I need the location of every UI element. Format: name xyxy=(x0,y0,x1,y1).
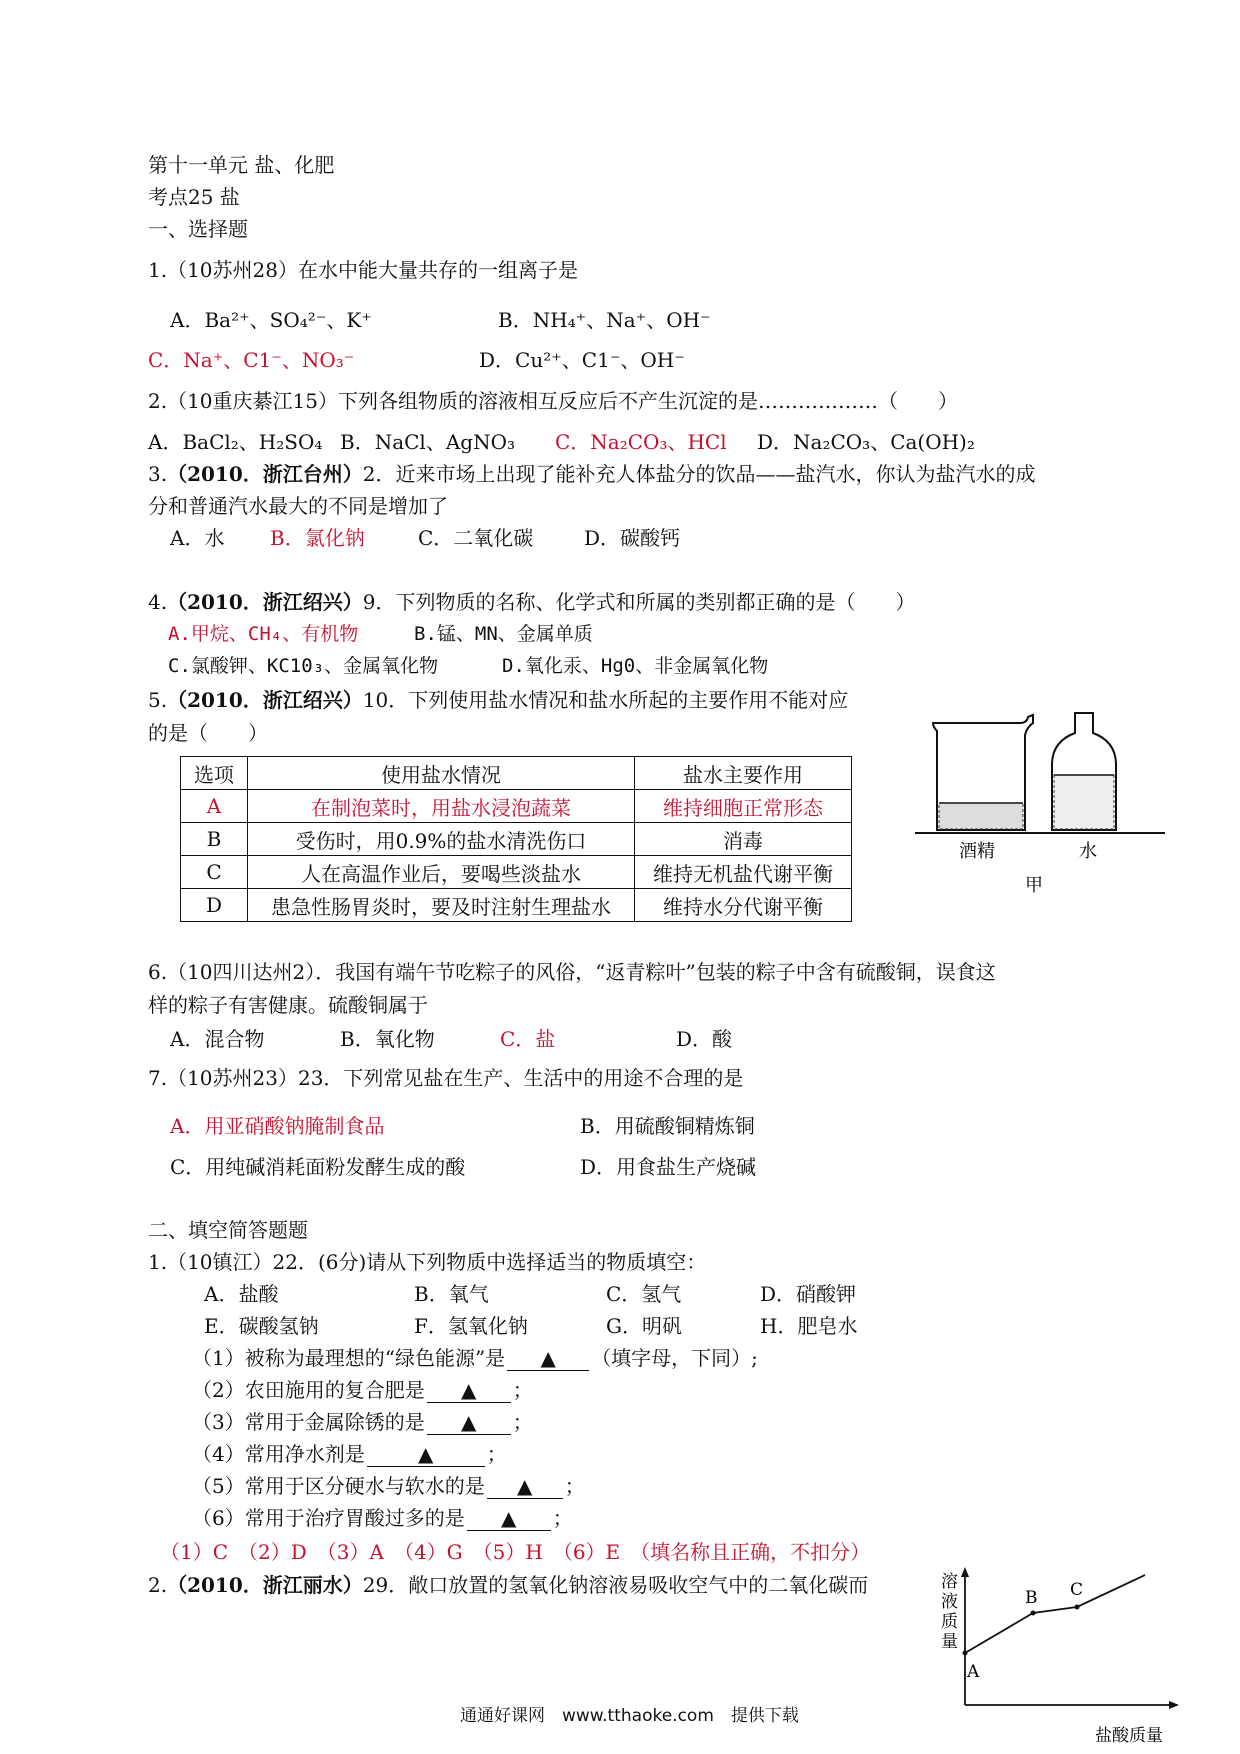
q6-option-a: A．混合物 xyxy=(170,1027,265,1051)
table-row xyxy=(181,790,852,823)
f1-option-b: B．氧气 xyxy=(414,1282,489,1306)
f1-option-a: A．盐酸 xyxy=(204,1282,279,1306)
table-cell: C xyxy=(181,856,248,889)
q4-number: 4. xyxy=(148,590,168,614)
topic-title: 考点25 盐 xyxy=(148,185,240,209)
q7-option-a: A．用亚硝酸钠腌制食品 xyxy=(170,1114,385,1138)
f2-stem xyxy=(148,1573,868,1597)
figure-label-alcohol: 酒精 xyxy=(959,841,995,862)
f2-stem-text: 29．敞口放置的氢氧化钠溶液易吸收空气中的二氧化碳而 xyxy=(362,1573,869,1597)
solution-mass-graph xyxy=(935,1565,1180,1750)
q6-option-c: C．盐 xyxy=(500,1027,556,1051)
table-cell: D xyxy=(181,889,248,922)
table-cell: 在制泡菜时，用盐水浸泡蔬菜 xyxy=(248,790,635,823)
table-header-cell: 选项 xyxy=(181,757,248,790)
q1-stem: 1.（10苏州28）在水中能大量共存的一组离子是 xyxy=(148,258,578,282)
q4-stem-text: 9．下列物质的名称、化学式和所属的类别都正确的是（ ） xyxy=(362,590,916,614)
f1-item-1 xyxy=(192,1346,758,1371)
f1-stem: 1.（10镇江）22．(6分)请从下列物质中选择适当的物质填空： xyxy=(148,1250,707,1274)
q5-stem-text: 10．下列使用盐水情况和盐水所起的主要作用不能对应 xyxy=(362,688,849,712)
f1-item-suffix: ； xyxy=(564,1474,585,1498)
figure-label-water: 水 xyxy=(1079,841,1097,862)
table-row xyxy=(181,856,852,889)
f1-item-suffix: （填字母，下同）; xyxy=(591,1346,758,1370)
table-cell: 维持水分代谢平衡 xyxy=(635,889,852,922)
q2-stem: 2.（10重庆綦江15）下列各组物质的溶液相互反应后不产生沉淀的是………………（ ） xyxy=(148,389,958,413)
q6-option-b: B．氧化物 xyxy=(340,1027,435,1051)
q6-stem-line1: 6.（10四川达州2）．我国有端午节吃粽子的风俗，“返青粽叶”包装的粽子中含有硫酸铜，误食这 xyxy=(148,960,996,984)
graph-y-label-2: 液 xyxy=(941,1592,958,1612)
f1-item-5 xyxy=(192,1474,585,1499)
f1-item-suffix: ； xyxy=(486,1442,507,1466)
q4-source: （2010．浙江绍兴） xyxy=(167,590,363,614)
q3-stem-line2: 分和普通汽水最大的不同是增加了 xyxy=(148,494,448,518)
table-cell: 消毒 xyxy=(635,823,852,856)
answer-blank[interactable]: ▲ xyxy=(427,1410,511,1435)
q7-stem: 7.（10苏州23）23．下列常见盐在生产、生活中的用途不合理的是 xyxy=(148,1066,744,1090)
unit-title: 第十一单元 盐、化肥 xyxy=(148,153,335,177)
q3-option-d: D．碳酸钙 xyxy=(584,526,681,550)
table-cell: 人在高温作业后，要喝些淡盐水 xyxy=(248,856,635,889)
q3-stem-line1 xyxy=(148,462,1036,486)
beaker-bottle-figure xyxy=(915,705,1185,905)
f1-option-h: H．肥皂水 xyxy=(760,1314,858,1338)
f1-option-e: E．碳酸氢钠 xyxy=(204,1314,319,1338)
f1-option-g: G．明矾 xyxy=(606,1314,682,1338)
f1-item-text: （6）常用于治疗胃酸过多的是 xyxy=(192,1506,465,1530)
f1-option-f: F．氢氧化钠 xyxy=(414,1314,528,1338)
f1-item-text: （5）常用于区分硬水与软水的是 xyxy=(192,1474,485,1498)
q6-option-d: D．酸 xyxy=(676,1027,733,1051)
q5-stem-line2: 的是（ ） xyxy=(148,721,268,745)
answer-blank[interactable]: ▲ xyxy=(507,1346,589,1371)
q1-option-a: A．Ba²⁺、SO₄²⁻、K⁺ xyxy=(170,308,372,332)
q5-stem-line1 xyxy=(148,688,848,712)
q3-source: （2010．浙江台州） xyxy=(167,462,363,486)
answer-blank[interactable]: ▲ xyxy=(467,1506,551,1531)
table-cell: 维持无机盐代谢平衡 xyxy=(635,856,852,889)
figure-label-jia: 甲 xyxy=(1025,875,1043,896)
f1-item-text: （4）常用净水剂是 xyxy=(192,1442,365,1466)
graph-point-a: A xyxy=(967,1662,980,1682)
f2-number: 2. xyxy=(148,1573,168,1597)
f1-item-4 xyxy=(192,1442,507,1467)
f1-item-2 xyxy=(192,1378,533,1403)
q2-option-c: C．Na₂CO₃、HCl xyxy=(555,430,727,454)
table-row xyxy=(181,823,852,856)
table-cell: B xyxy=(181,823,248,856)
answer-blank[interactable]: ▲ xyxy=(427,1378,511,1403)
q7-option-c: C．用纯碱消耗面粉发酵生成的酸 xyxy=(170,1155,466,1179)
f1-item-3 xyxy=(192,1410,533,1435)
q5-table xyxy=(180,756,852,922)
q4-option-d: D.氧化汞、Hg0、非金属氧化物 xyxy=(502,655,769,677)
table-header-cell: 使用盐水情况 xyxy=(248,757,635,790)
q2-option-a: A．BaCl₂、H₂SO₄ xyxy=(148,430,323,454)
q4-stem xyxy=(148,590,916,614)
q6-stem-line2: 样的粽子有害健康。硫酸铜属于 xyxy=(148,993,428,1017)
table-row xyxy=(181,889,852,922)
f1-answer: （1）C （2）D （3）A （4）G （5）H （6）E （填名称且正确，不扣分） xyxy=(160,1540,871,1564)
f1-item-text: （2）农田施用的复合肥是 xyxy=(192,1378,425,1402)
table-header-cell: 盐水主要作用 xyxy=(635,757,852,790)
q1-option-c: C．Na⁺、C1⁻、NO₃⁻ xyxy=(148,348,355,372)
f1-item-text: （1）被称为最理想的“绿色能源”是 xyxy=(192,1346,506,1370)
f1-item-text: （3）常用于金属除锈的是 xyxy=(192,1410,425,1434)
graph-y-label-1: 溶 xyxy=(941,1572,958,1592)
q3-option-a: A．水 xyxy=(170,526,225,550)
q1-option-d: D．Cu²⁺、C1⁻、OH⁻ xyxy=(479,348,685,372)
q4-option-a: A.甲烷、CH₄、有机物 xyxy=(168,623,359,645)
f1-item-suffix: ； xyxy=(512,1410,533,1434)
graph-y-label-3: 质 xyxy=(941,1612,958,1632)
q3-stem-text: 2．近来市场上出现了能补充人体盐分的饮品——盐汽水，你认为盐汽水的成 xyxy=(362,462,1036,486)
q3-number: 3. xyxy=(148,462,168,486)
graph-point-b: B xyxy=(1025,1588,1038,1608)
table-cell: A xyxy=(181,790,248,823)
f1-item-suffix: ； xyxy=(512,1378,533,1402)
q1-option-b: B．NH₄⁺、Na⁺、OH⁻ xyxy=(498,308,711,332)
answer-blank[interactable]: ▲ xyxy=(487,1474,563,1499)
f1-item-6 xyxy=(192,1506,573,1531)
f1-option-c: C．氢气 xyxy=(606,1282,682,1306)
section-fill-heading: 二、填空简答题题 xyxy=(148,1218,308,1242)
f1-option-d: D．硝酸钾 xyxy=(760,1282,857,1306)
q2-option-d: D．Na₂CO₃、Ca(OH)₂ xyxy=(757,430,975,454)
q2-option-b: B．NaCl、AgNO₃ xyxy=(340,430,515,454)
page-footer: 通通好课网 www.tthaoke.com 提供下载 xyxy=(460,1706,799,1726)
answer-blank[interactable]: ▲ xyxy=(367,1442,485,1467)
section-choice-heading: 一、选择题 xyxy=(148,217,248,241)
f1-item-suffix: ； xyxy=(552,1506,573,1530)
graph-y-label-4: 量 xyxy=(941,1632,958,1652)
q5-number: 5. xyxy=(148,688,168,712)
table-header-row xyxy=(181,757,852,790)
table-cell: 维持细胞正常形态 xyxy=(635,790,852,823)
q5-source: （2010．浙江绍兴） xyxy=(167,688,363,712)
table-cell: 患急性肠胃炎时，要及时注射生理盐水 xyxy=(248,889,635,922)
q3-option-b: B．氯化钠 xyxy=(270,526,365,550)
q7-option-b: B．用硫酸铜精炼铜 xyxy=(580,1114,755,1138)
q4-option-b: B.锰、MN、金属单质 xyxy=(414,623,593,645)
graph-point-c: C xyxy=(1070,1580,1084,1600)
q4-option-c: C.氯酸钾、KC10₃、金属氧化物 xyxy=(168,655,439,677)
q7-option-d: D．用食盐生产烧碱 xyxy=(580,1155,757,1179)
table-cell: 受伤时，用0.9%的盐水清洗伤口 xyxy=(248,823,635,856)
graph-x-label: 盐酸质量 xyxy=(1095,1726,1163,1746)
f2-source: （2010．浙江丽水） xyxy=(167,1573,363,1597)
q3-option-c: C．二氧化碳 xyxy=(418,526,534,550)
